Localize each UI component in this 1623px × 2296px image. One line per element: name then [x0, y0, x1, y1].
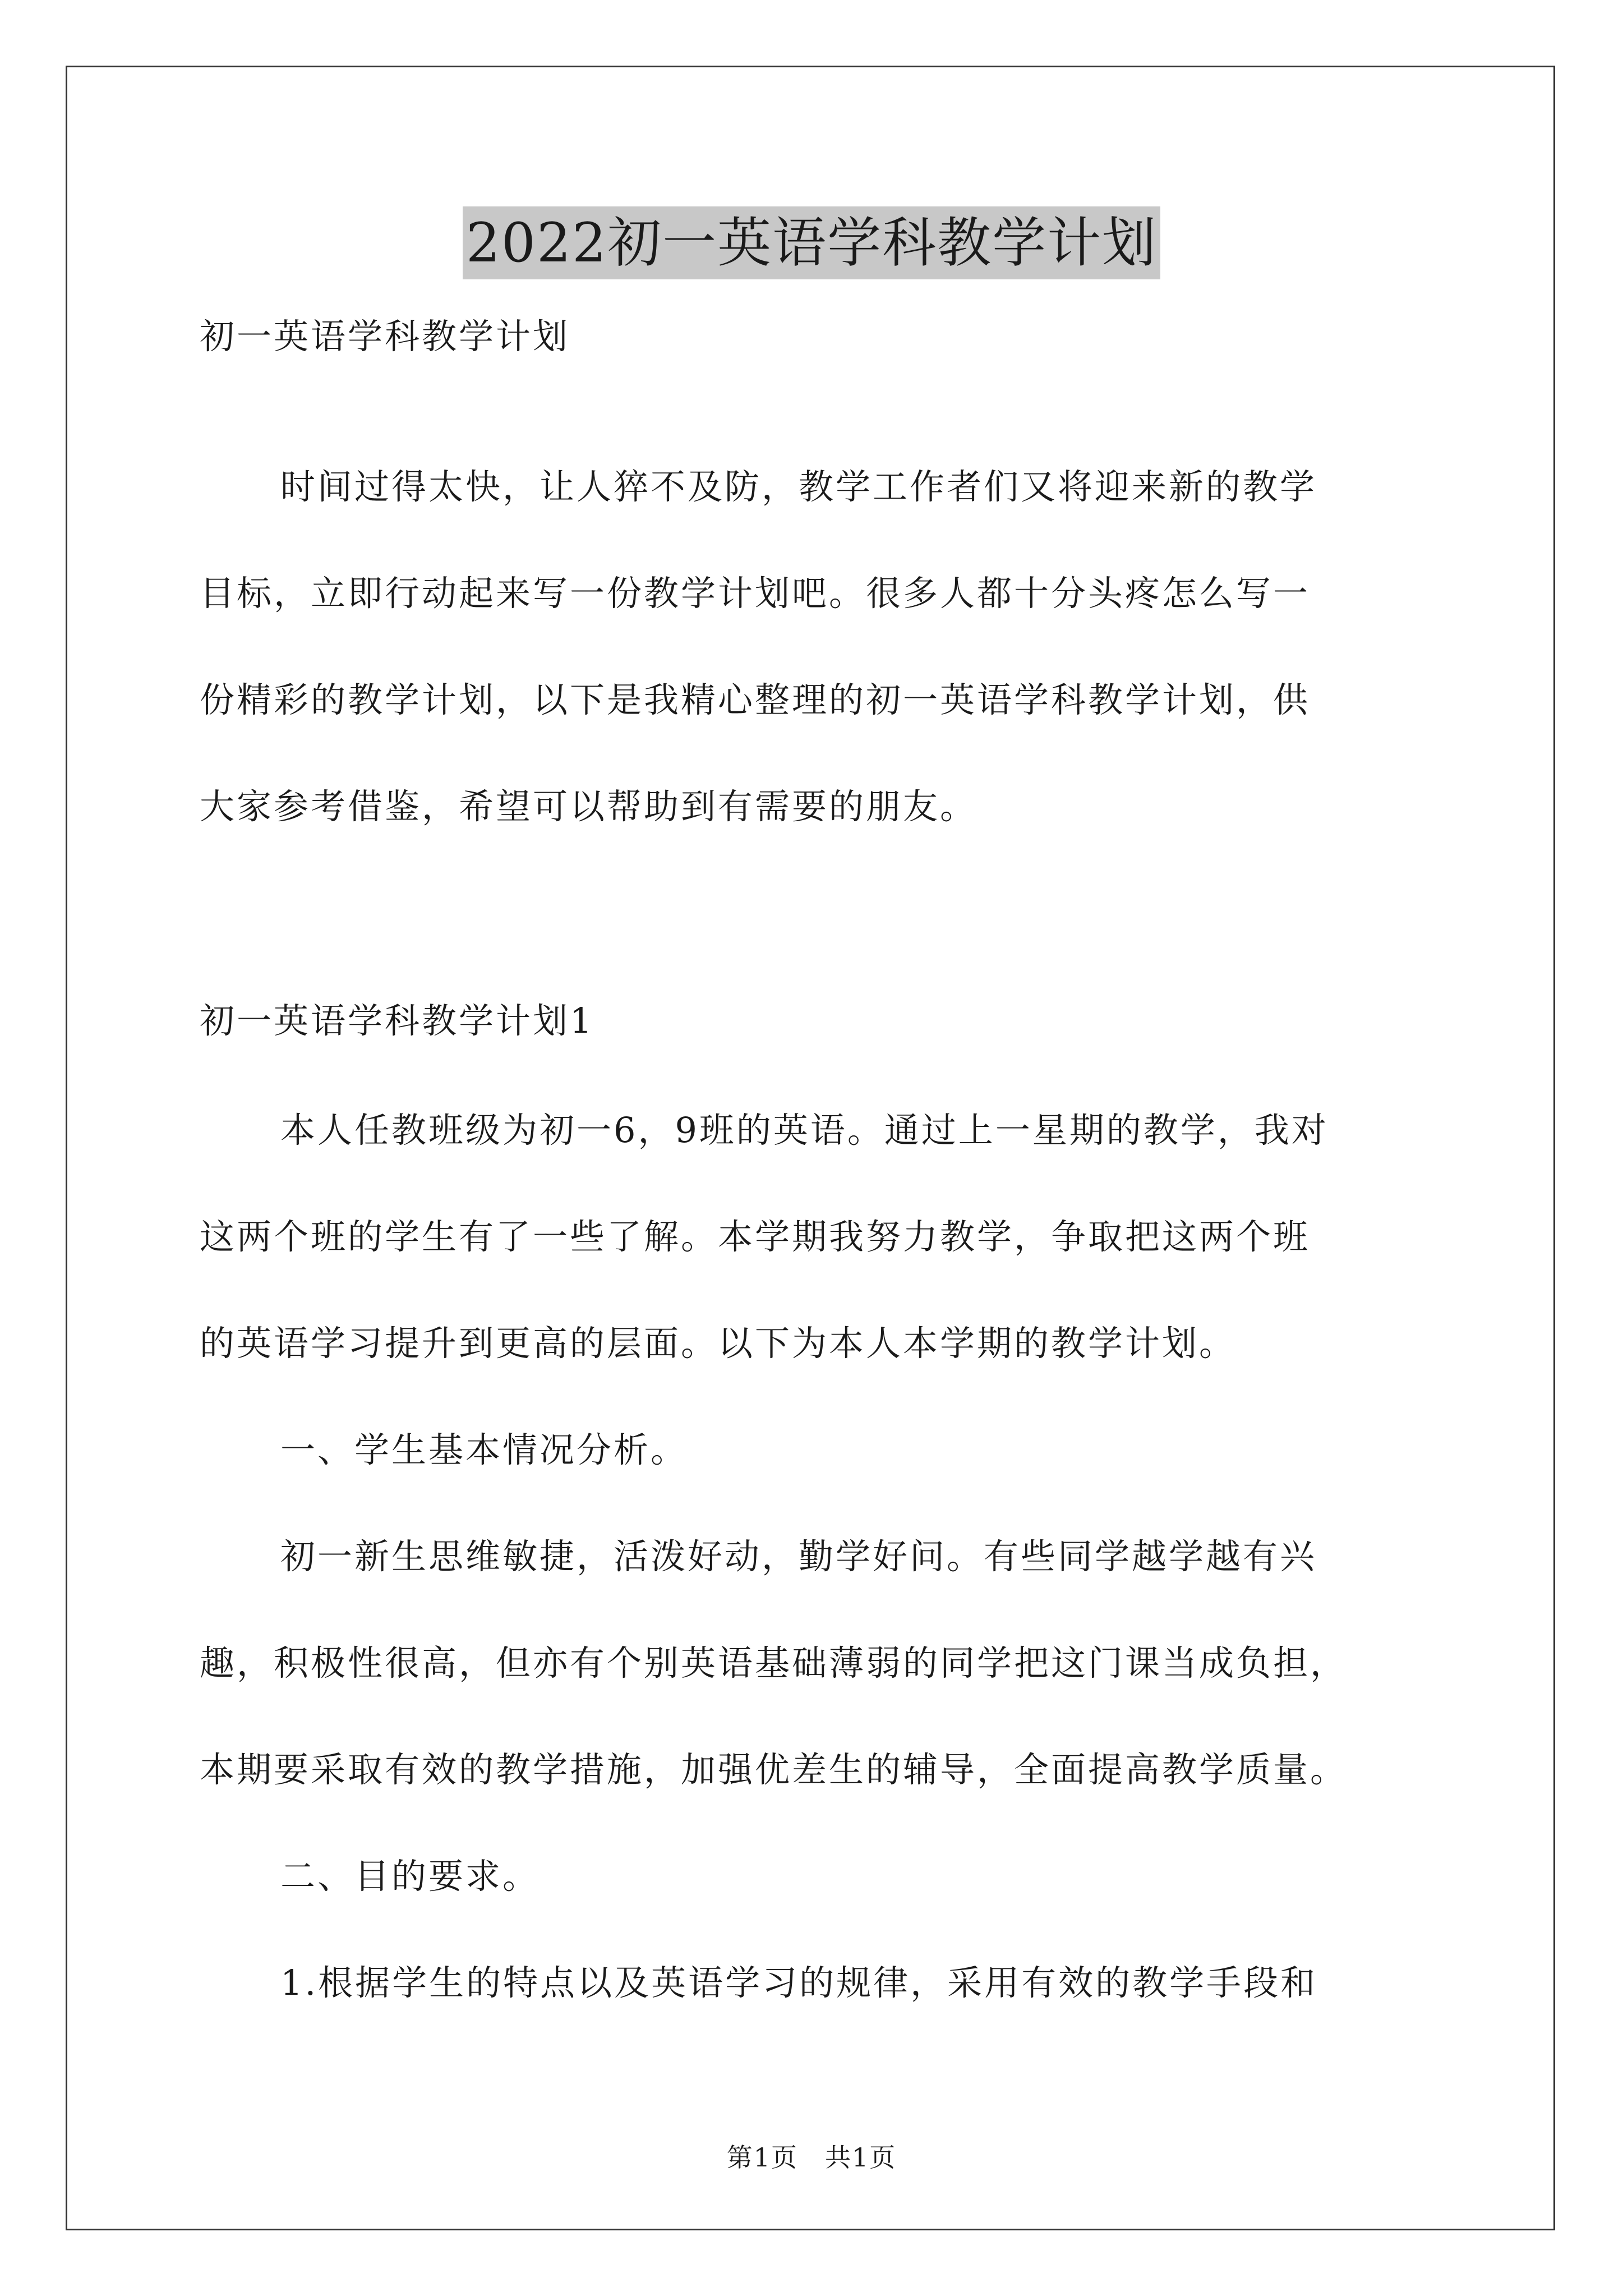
section-heading: 初一英语学科教学计划1 [200, 1000, 594, 1041]
body-line: 时间过得太快，让人猝不及防，教学工作者们又将迎来新的教学 [280, 466, 1317, 507]
body-line: 目标，立即行动起来写一份教学计划吧。很多人都十分头疼怎么写一 [200, 573, 1311, 614]
body-line: 这两个班的学生有了一些了解。本学期我努力教学，争取把这两个班 [200, 1216, 1311, 1257]
page-footer: 第1页 共1页 [726, 2142, 897, 2173]
body-line: 一、学生基本情况分析。 [280, 1429, 688, 1470]
document-title [0, 206, 1623, 295]
subtitle-line: 初一英语学科教学计划 [200, 316, 570, 357]
document-title-text: 2022初一英语学科教学计划 [463, 206, 1160, 279]
body-line: 本期要采取有效的教学措施，加强优差生的辅导，全面提高教学质量。 [200, 1749, 1348, 1790]
body-line: 大家参考借鉴，希望可以帮助到有需要的朋友。 [200, 786, 978, 827]
body-line: 的英语学习提升到更高的层面。以下为本人本学期的教学计划。 [200, 1323, 1237, 1364]
body-line: 本人任教班级为初一6，9班的英语。通过上一星期的教学，我对 [280, 1110, 1329, 1151]
body-line: 份精彩的教学计划，以下是我精心整理的初一英语学科教学计划，供 [200, 679, 1311, 720]
body-line: 初一新生思维敏捷，活泼好动，勤学好问。有些同学越学越有兴 [280, 1536, 1317, 1577]
body-line: 趣，积极性很高，但亦有个别英语基础薄弱的同学把这门课当成负担， [200, 1642, 1348, 1683]
body-line: 1.根据学生的特点以及英语学习的规律，采用有效的教学手段和 [280, 1962, 1318, 2003]
body-line: 二、目的要求。 [280, 1856, 540, 1897]
